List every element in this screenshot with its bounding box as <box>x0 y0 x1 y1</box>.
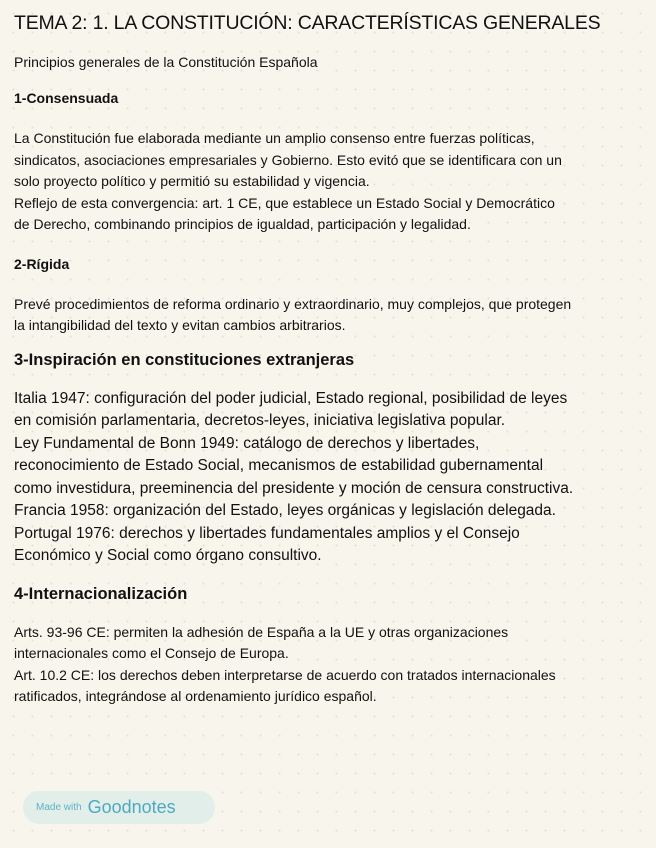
text-line: internacionales como el Consejo de Europa. <box>14 645 289 661</box>
text-line: como investidura, preeminencia del presidente y moción de censura constructiva. <box>14 479 574 497</box>
text-line: solo proyecto político y permitió su estabilidad y vigencia. <box>14 173 370 189</box>
goodnotes-logo: Goodnotes <box>87 797 176 817</box>
text-line: Ley Fundamental de Bonn 1949: catálogo de derechos y libertades, <box>14 434 480 452</box>
text-line: La Constitución fue elaborada mediante un amplio consenso entre fuerzas políticas, <box>14 130 535 146</box>
text-line: en comisión parlamentaria, decretos-leyes, iniciativa legislativa popular. <box>14 412 506 429</box>
section-body <box>14 294 646 337</box>
page-subtitle: Principios generales de la Constitución Española <box>14 54 318 70</box>
text-line: Prevé procedimientos de reforma ordinario y extraordinario, muy complejos, que protegen <box>14 295 572 312</box>
section-body <box>14 388 646 568</box>
section-heading: 4-Internacionalización <box>14 584 188 603</box>
section-rigida <box>14 256 646 337</box>
text-line: Arts. 93-96 CE: permiten la adhesión de España a la UE y otras organizaciones <box>14 623 509 640</box>
section-inspiracion <box>14 351 646 568</box>
text-line: sindicatos, asociaciones empresariales y Gobierno. Esto evitó que se identificara con un <box>14 151 562 168</box>
text-line: la intangibilidad del texto y evitan cambios arbitrarios. <box>14 317 346 333</box>
page-title: TEMA 2: 1. LA CONSTITUCIÓN: CARACTERÍSTICAS GENERALES <box>14 12 601 34</box>
section-heading: 2-Rígida <box>14 255 70 272</box>
section-heading: 1-Consensuada <box>14 90 119 106</box>
text-line: Reflejo de esta convergencia: art. 1 CE, que establece un Estado Social y Democrático <box>14 194 555 211</box>
badge-made-with-label: Made with <box>36 802 82 813</box>
text-line: Art. 10.2 CE: los derechos deben interpretarse de acuerdo con tratados internacionales <box>14 666 556 683</box>
text-line: Económico y Social como órgano consultivo. <box>14 547 322 564</box>
text-line: reconocimiento de Estado Social, mecanismos de estabilidad gubernamental <box>14 457 544 474</box>
section-consensuada <box>14 90 646 236</box>
text-line: ratificados, integrándose al ordenamiento jurídico español. <box>14 688 377 704</box>
made-with-goodnotes-badge[interactable] <box>23 791 215 824</box>
section-body <box>14 622 646 708</box>
text-line: Francia 1958: organización del Estado, leyes orgánicas y legislación delegada. <box>14 502 556 519</box>
section-body <box>14 128 646 236</box>
section-heading: 3-Inspiración en constituciones extranjeras <box>14 350 355 369</box>
section-internacionalizacion <box>14 585 646 708</box>
text-line: Portugal 1976: derechos y libertades fundamentales amplios y el Consejo <box>14 524 520 542</box>
text-line: Italia 1947: configuración del poder judicial, Estado regional, posibilidad de leyes <box>14 389 568 407</box>
note-page <box>14 12 646 708</box>
text-line: de Derecho, combinando principios de igualdad, participación y legalidad. <box>14 216 471 232</box>
